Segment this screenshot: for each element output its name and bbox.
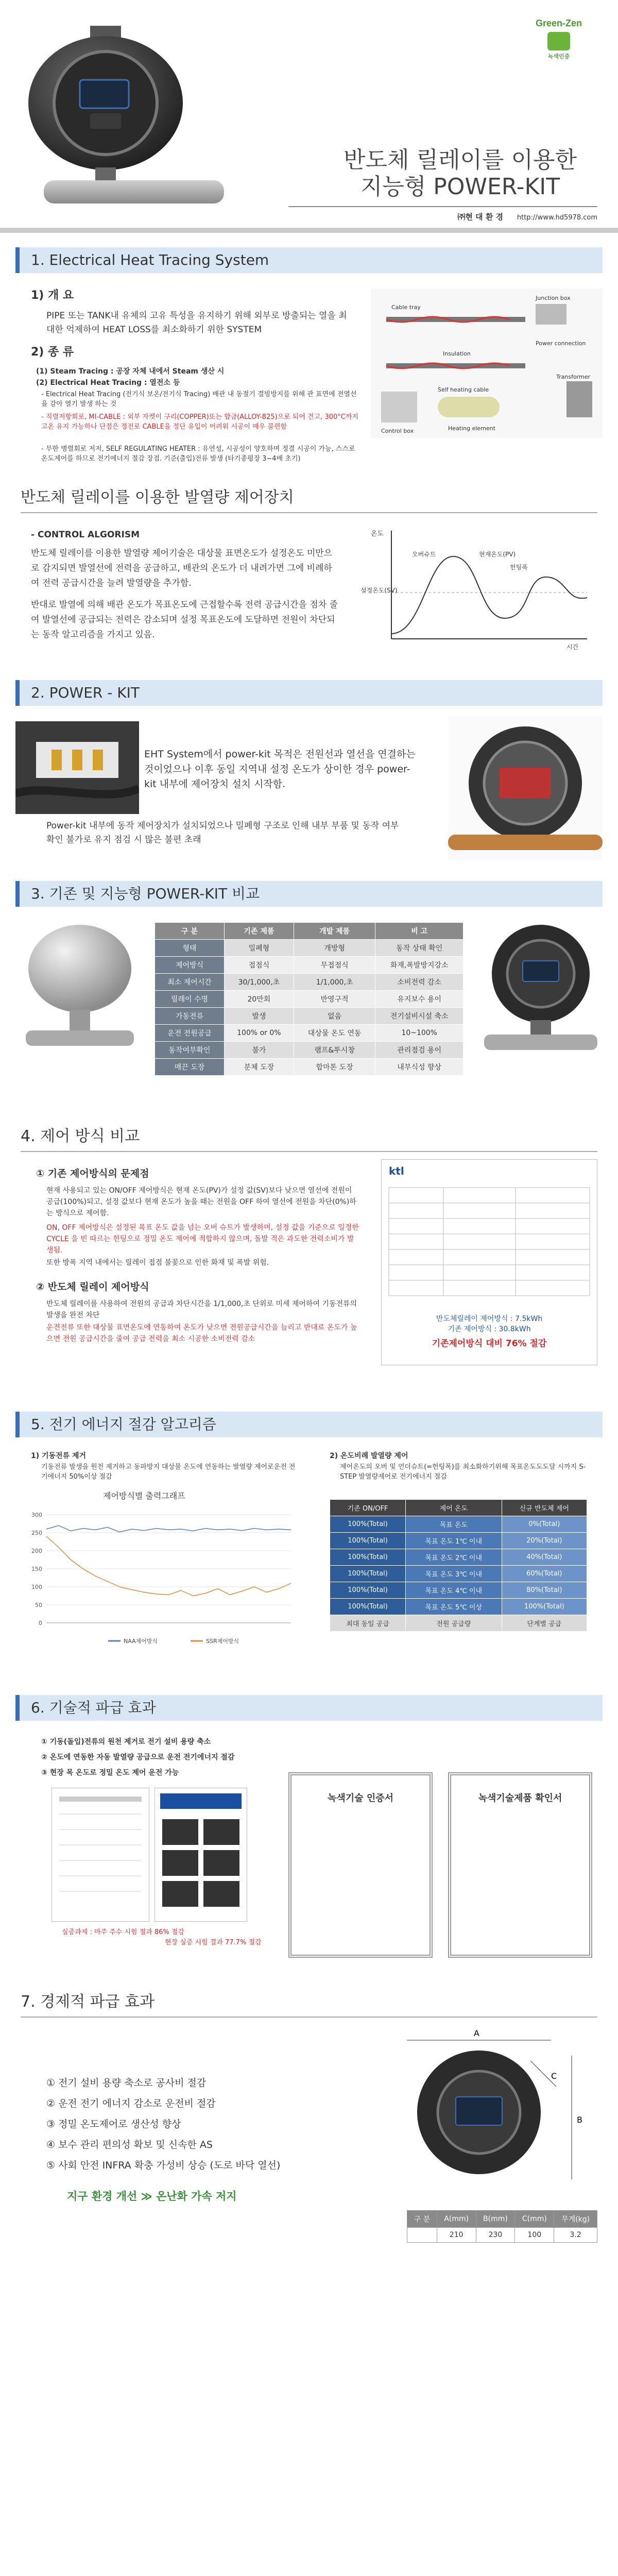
cmp-cell: 반영구적: [294, 991, 375, 1008]
s4-h1: ① 기존 제어방식의 문제점: [36, 1168, 149, 1179]
company-name: ㈜현 대 환 경: [457, 212, 504, 222]
cmp-cell: 밀폐형: [224, 940, 294, 957]
green-cert-doc: [288, 1772, 433, 1958]
hero: [0, 0, 618, 222]
cmp-cell: 100% or 0%: [224, 1025, 294, 1042]
eng-cell: 목표 온도 2℃ 이내: [406, 1549, 502, 1566]
power-kit-open-photo: [448, 716, 603, 860]
dim-h0: 구 분: [407, 2211, 437, 2228]
cmp-cell: 내부식성 향상: [375, 1059, 464, 1076]
table-row: [155, 1008, 464, 1025]
section3-title: 3. 기존 및 지능형 POWER-KIT 비교: [15, 881, 603, 907]
y-tick-label: 100: [31, 1584, 42, 1590]
eng-cell: 20%(Total): [502, 1533, 587, 1549]
s4-p3: 또한 방폭 지역 내에서는 릴레이 접점 불꽃으로 인한 화재 및 폭발 위험.: [46, 1259, 269, 1267]
s1-types-head: 2) 종 류: [31, 346, 74, 359]
hero-divider: [288, 206, 597, 207]
cmp-cell: 가동전류: [155, 1008, 225, 1025]
graph-hunt-label: 헌팅폭: [510, 564, 528, 571]
table-row: [330, 1599, 587, 1615]
s4-p4: 반도체 릴레이를 사용하여 전원의 공급과 차단시간을 1/1,000,초 단위로 미세 제어하여 기동전류의 발생을 완전 차단: [46, 1300, 357, 1319]
s1-bullet2: - 직렬저항회로, MI-CABLE : 외부 자켓이 구리(COPPER)또는 합금(ALLOY-825)으로 되어 견고, 300°C까지 고온 유지 가능하나 단점은 정전로 CABLE을 정단 유입이 어려워 시공이 매우 불편함: [41, 413, 358, 431]
dimension-drawing: [397, 2025, 603, 2200]
section2-title: 2. POWER - KIT: [15, 680, 603, 706]
table-row: [155, 957, 464, 974]
s5-c1-head: 1) 기동전류 제거: [31, 1452, 87, 1460]
cmp-cell: 램프&투시창: [294, 1042, 375, 1059]
terminal-block-photo: [15, 721, 139, 814]
dim-header-row: [407, 2211, 597, 2228]
power-kit-hero-image: [13, 26, 229, 211]
eng-cell: 60%(Total): [502, 1566, 587, 1582]
cmp-cell: 관리점검 용이: [375, 1042, 464, 1059]
heat-tracing-diagram: [371, 289, 603, 438]
cmp-cell: 없음: [294, 1008, 375, 1025]
s1-bullet1: - Electrical Heat Tracing (전기식 보온/전기식 Tracing) 배관 내 동절기 결빙방지를 위해 관 표면에 전열선을 감아 열기 발생 하는 것: [41, 391, 357, 408]
s4-p5: 운전전류 또한 대상물 표면온도에 연동하여 온도가 낮으면 전원공급시간을 늘리고 반대로 온도가 높으면 전원 공급시간을 줄여 공급 전력을 최소 시공한 소비전력 감소: [46, 1324, 357, 1343]
table-row: [330, 1516, 587, 1533]
table-row: [155, 974, 464, 991]
s1-type2: (2) Electrical Heat Tracing : 열전소 등: [36, 379, 180, 387]
eng-h2: 신규 반도체 제어: [502, 1500, 587, 1516]
eng-footer-row: [330, 1615, 587, 1632]
diag-label-3: Power connection: [536, 340, 586, 347]
s7-item5: ⑤ 사회 안전 INFRA 확충 가성비 상승 (도로 바닥 열선): [46, 2160, 281, 2171]
test-report-doc-1: [52, 1788, 149, 1922]
cmp-cell: 릴레이 수명: [155, 991, 225, 1008]
section6-title: 6. 기술적 파급 효과: [15, 1695, 603, 1721]
company-line: [457, 211, 597, 222]
s6-i1: ① 기동(돌입)전류의 원천 제거로 전기 설비 용량 축소: [41, 1738, 211, 1746]
table-row: [155, 1042, 464, 1059]
dim-label-b: B: [577, 2115, 582, 2125]
section4-title: 4. 제어 방식 비교: [21, 1123, 597, 1152]
table-row: [155, 940, 464, 957]
y-tick-label: 200: [31, 1548, 42, 1554]
eng-header-row: [330, 1500, 587, 1516]
logo-text: Green-Zen: [535, 18, 582, 28]
series-line-0: [46, 1526, 291, 1532]
algo-title: 반도체 릴레이를 이용한 발열량 제어장치: [21, 484, 597, 513]
cmp-cell: 30/1,000,초: [224, 974, 294, 991]
s2-p1: EHT System에서 power-kit 목적은 전원선과 열선을 연결하는 것이었으나 이후 동일 지역내 설정 온도가 상이한 경우 power-kit 내부에 제어장치 설치 시작함.: [144, 749, 416, 790]
cmp-cell: 20만회: [224, 991, 294, 1008]
cmp-h3: 비 고: [375, 923, 464, 940]
brand-logo: [536, 18, 582, 60]
eng-h0: 기존 ON/OFF: [330, 1500, 406, 1516]
cert-note1: 반도체릴레이 제어방식 : 7.5kWh: [436, 1315, 543, 1323]
diag-label-6: Control box: [381, 428, 414, 434]
s7-item1: ① 전기 설비 용량 축소로 공사비 절감: [46, 2077, 207, 2089]
cmp-cell: 매끈 도장: [155, 1059, 225, 1076]
eng-cell: 100%(Total): [330, 1549, 406, 1566]
control-graph: [360, 520, 592, 654]
cmp-cell: 전기설비시설 축소: [375, 1008, 464, 1025]
dim-cell: [407, 2228, 437, 2243]
s2-p2: Power-kit 내부에 동작 제어장치가 설치되었으나 밀폐형 구조로 인해 내부 부품 및 동작 여부확인 불가로 유지 점검 시 많은 불편 초래: [46, 821, 399, 845]
doc3-title: 녹색기술 인증서: [328, 1793, 393, 1804]
cmp-cell: 1/1,000,초: [294, 974, 375, 991]
test-report-doc-2: [154, 1788, 247, 1922]
cmp-header-row: [155, 923, 464, 940]
graph-over-label: 오버슈트: [412, 551, 436, 558]
diag-label-4: Self heating cable: [438, 386, 489, 393]
s7-item4: ④ 보수 관리 편의성 확보 및 신속한 AS: [46, 2139, 213, 2150]
cert-note2: 기존 제어방식 : 30.8kWh: [448, 1325, 531, 1333]
cmp-cell: 소비전력 감소: [375, 974, 464, 991]
s1-bullet3: - 무한 병렬회로 저저, SELF REGULATING HEATER : 유연성, 시공성이 양호하며 정결 시공이 가능, 스스로 온도제어를 하므로 전기에너지 절감 장점. 기준(출입)전류 발생 (타기종평장 3~4배 초기): [41, 445, 355, 463]
dim-h1: A(mm): [437, 2211, 476, 2228]
dimension-table: [407, 2210, 597, 2243]
graph-time-label: 시간: [566, 643, 579, 651]
algo-head: - CONTROL ALGORISM: [31, 530, 140, 540]
section7-title: 7. 경제적 파급 효과: [21, 1989, 597, 2018]
y-tick-label: 50: [35, 1602, 42, 1608]
eng-cell: 100%(Total): [330, 1566, 406, 1582]
dim-label-c: C: [551, 2071, 557, 2081]
eng-h1: 제어 온도: [406, 1500, 502, 1516]
eng-cell: 100%(Total): [330, 1582, 406, 1599]
hero-title: [344, 147, 577, 200]
eng-f1: 전원 공급량: [406, 1615, 502, 1632]
report-graphic-2: [155, 1788, 247, 1921]
dim-cell: 3.2: [554, 2228, 597, 2243]
s6-cap2: 현장 실증 시험 결과 77.7% 절감: [165, 1939, 262, 1946]
s4-h2: ② 반도체 릴레이 제어방식: [36, 1281, 149, 1293]
ktl-logo: ktl: [389, 1165, 404, 1177]
eng-cell: 80%(Total): [502, 1582, 587, 1599]
comparison-table: [154, 922, 464, 1076]
s6-cap1: 실증과제 : 마주 주수 시험 절과 86% 절감: [62, 1928, 185, 1936]
hero-title-line1: 반도체 릴레이를 이용한: [343, 147, 577, 173]
y-tick-label: 150: [31, 1566, 42, 1572]
leaf-icon: [547, 32, 570, 50]
dim-label-a: A: [474, 2028, 479, 2038]
diag-label-5: Insulation: [443, 350, 471, 357]
cmp-cell: 발생: [224, 1008, 294, 1025]
chart-title: 제어방식별 출력그래프: [103, 1491, 185, 1501]
cmp-cell: 합마톤 도장: [294, 1059, 375, 1076]
dim-h3: C(mm): [515, 2211, 554, 2228]
eng-f2: 단계별 공급: [502, 1615, 587, 1632]
diag-label-1: Junction box: [536, 295, 571, 301]
s7-item3: ③ 정밀 온도제어로 생산성 향상: [46, 2119, 181, 2130]
y-tick-label: 250: [31, 1530, 42, 1536]
cmp-cell: 분체 도장: [224, 1059, 294, 1076]
s6-i3: ③ 현장 목 온도로 정밀 온도 제어 운전 가능: [41, 1769, 179, 1777]
report-graphic-1: [52, 1788, 149, 1921]
cmp-h0: 구 분: [155, 923, 225, 940]
s7-slogan: 지구 환경 개선 ≫ 온난화 가속 저지: [67, 2190, 237, 2202]
table-row: [330, 1582, 587, 1599]
dim-cell: 210: [437, 2228, 476, 2243]
hero-band: [0, 228, 618, 233]
certificate-document: [381, 1159, 597, 1365]
cmp-cell: 제어방식: [155, 957, 225, 974]
doc4-title: 녹색기술제품 확인서: [478, 1793, 562, 1804]
s5-c1-text: 기동전류 발생을 원천 제거하고 동파방지 대상물 온도에 연동하는 발열량 제어로운전 전기에너지 50%이상 절감: [41, 1463, 296, 1481]
diag-label-2: Transformer: [556, 374, 591, 380]
hero-title-line2: 지능형 POWER-KIT: [360, 174, 560, 200]
cmp-cell: 동작여부확인: [155, 1042, 225, 1059]
dim-h2: B(mm): [476, 2211, 515, 2228]
section1-title: 1. Electrical Heat Tracing System: [15, 247, 603, 273]
table-row: [407, 2228, 597, 2243]
eng-cell: 100%(Total): [330, 1599, 406, 1615]
eng-cell: 100%(Total): [330, 1533, 406, 1549]
s5-c2-head: 2) 온도비례 발열량 제어: [330, 1452, 408, 1460]
eng-cell: 목표 온도 3℃ 이내: [406, 1566, 502, 1582]
cmp-cell: 운전 전원공급: [155, 1025, 225, 1042]
eng-f0: 최대 동일 공급: [330, 1615, 406, 1632]
cmp-cell: 동작 상태 확인: [375, 940, 464, 957]
green-product-doc: [448, 1772, 592, 1958]
cmp-cell: 유지보수 용이: [375, 991, 464, 1008]
cmp-cell: 최소 제어시간: [155, 974, 225, 991]
y-tick-label: 300: [31, 1512, 42, 1518]
cmp-cell: 개방형: [294, 940, 375, 957]
cmp-cell: 무접점식: [294, 957, 375, 974]
new-kit-photo: [479, 922, 603, 1056]
energy-chart: [21, 1507, 299, 1651]
company-url[interactable]: http://www.hd5978.com: [517, 214, 597, 222]
graph-set-label: 설정온도(SV): [360, 587, 398, 594]
s4-p2: ON, OFF 제어방식은 설정된 목표 온도 값을 넘는 오버 슈트가 발생하며, 설정 값을 기준으로 일정한 CYCLE 을 빈 따르는 헌팅으로 정밀 온도 제어에 적합하지 않으며, 돌발 적은 과도한 전력소비가 발생됨.: [46, 1224, 359, 1255]
table-row: [155, 991, 464, 1008]
y-tick-label: 0: [39, 1620, 42, 1626]
energy-table: [330, 1499, 587, 1632]
cmp-cell: 접점식: [224, 957, 294, 974]
cmp-cell: 불가: [224, 1042, 294, 1059]
eng-cell: 목표 온도 1℃ 이내: [406, 1533, 502, 1549]
table-row: [330, 1549, 587, 1566]
eng-cell: 100%(Total): [330, 1516, 406, 1533]
s1-overview-head: 1) 개 요: [31, 289, 74, 302]
graph-temp-label: 온도: [371, 530, 384, 538]
algo-p2: 반대로 발열에 의해 배관 온도가 목표온도에 근접할수록 전력 공급시간을 점차 줄여 발열선에 공급되는 전력은 감소되며 설정 목표온도에 도달하면 전원이 차단되는 동작 알고리즘을 가지고 있음.: [31, 600, 338, 640]
s1-overview-text: PIPE 또는 TANK내 유체의 고유 특성을 유지하기 위해 외부로 방출되는 열을 최대한 억제하여 HEAT LOSS를 최소화하기 위한 SYSTEM: [46, 311, 347, 335]
logo-sub: 녹색인증: [547, 54, 570, 60]
section5-title: 5. 전기 에너지 절감 알고리즘: [15, 1412, 603, 1437]
legend-label-0: NAA제어방식: [124, 1638, 158, 1645]
algo-p1: 반도체 릴레이를 이용한 발열량 제어기술은 대상물 표면온도가 설정온도 미만으로 감지되면 발열선에 전력을 공급하고, 배관의 온도가 더 내려가면 그에 비례하여 전력 공급시간을 늘려 발열량을 추가함.: [31, 548, 333, 588]
table-row: [330, 1566, 587, 1582]
eng-cell: 목표 온도: [406, 1516, 502, 1533]
diag-label-7: Heating element: [448, 425, 495, 432]
legend-label-1: SSR제어방식: [206, 1638, 239, 1645]
eng-cell: 100%(Total): [502, 1599, 587, 1615]
s5-c2-text: 제어온도의 오버 및 언더슈트(=헌팅폭)를 최소화하기위해 목표온도도도달 시까지 S-STEP 발열량제어로 전기에너지 절감: [340, 1463, 586, 1481]
cmp-cell: 대상물 온도 연동: [294, 1025, 375, 1042]
certificate-table-graphic: [382, 1182, 597, 1311]
cmp-h1: 기존 제품: [224, 923, 294, 940]
eng-cell: 40%(Total): [502, 1549, 587, 1566]
s1-type1: (1) Steam Tracing : 공장 자체 내에서 Steam 생산 시: [36, 367, 225, 376]
graph-cur-label: 현재온도(PV): [479, 551, 516, 558]
s6-i2: ② 온도에 연동한 자동 발열량 공급으로 운전 전기에너지 절감: [41, 1753, 235, 1761]
dim-h4: 무게(kg): [554, 2211, 597, 2228]
dim-cell: 100: [515, 2228, 554, 2243]
cmp-cell: 형태: [155, 940, 225, 957]
s7-item2: ② 운전 전기 에너지 감소로 운전비 절감: [46, 2098, 216, 2109]
eng-cell: 목표 온도 4℃ 이내: [406, 1582, 502, 1599]
cmp-cell: 화재,폭발방지강소: [375, 957, 464, 974]
dim-cell: 230: [476, 2228, 515, 2243]
cert-note3: 기존제어방식 대비 76% 절감: [432, 1338, 547, 1349]
eng-cell: 0%(Total): [502, 1516, 587, 1533]
s4-p1: 현재 사용되고 있는 ON/OFF 제어방식은 현재 온도(PV)가 설정 값(SV)보다 낮으면 열선에 전원이 공급(100%)되고, 설정 값보다 현재 온도가 높을 때는 전원을 OFF 하여 열선에 전원을 차단(0%)하는 방식으로 제어함.: [46, 1187, 356, 1217]
diag-label-0: Cable tray: [391, 304, 421, 311]
eng-cell: 목표 온도 5℃ 이상: [406, 1599, 502, 1615]
legacy-kit-photo: [21, 922, 139, 1056]
table-row: [330, 1533, 587, 1549]
table-row: [155, 1025, 464, 1042]
cmp-h2: 개발 제품: [294, 923, 375, 940]
cmp-cell: 10~100%: [375, 1025, 464, 1042]
table-row: [155, 1059, 464, 1076]
